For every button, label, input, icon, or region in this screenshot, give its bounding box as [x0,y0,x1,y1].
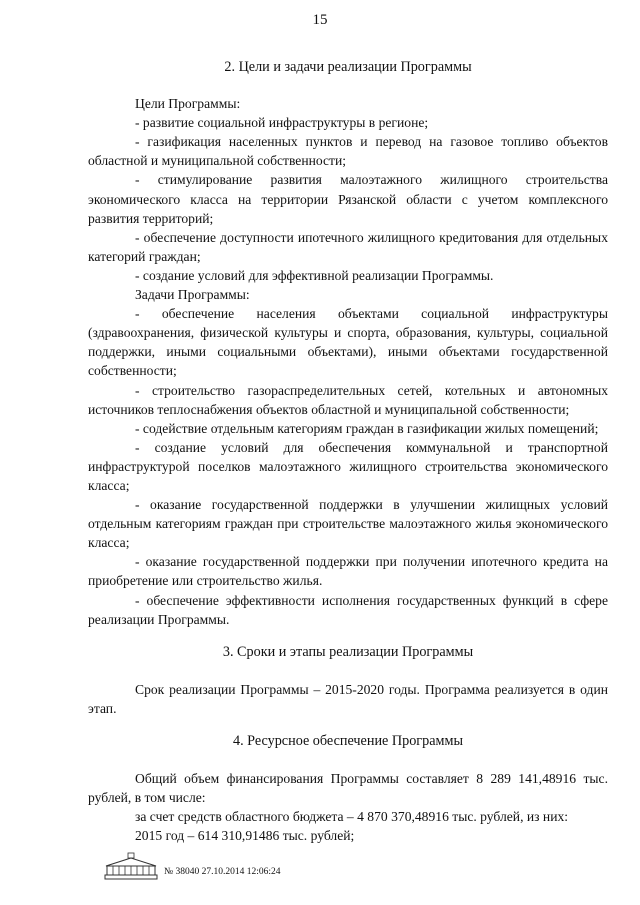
task-item: - оказание государственной поддержки при получении ипотечного кредита на приобретение или строительство жилья. [88,554,608,589]
goal-item: - создание условий для эффективной реализации Программы. [135,267,494,283]
goal-item: - обеспечение доступности ипотечного жилищного кредитования для отдельных категорий граждан; [88,229,608,264]
goal-item: - стимулирование развития малоэтажного жилищного строительства экономического класса на территории Рязанской области с учетом комплексного развития территорий; [88,172,608,226]
goal-item: - развитие социальной инфраструктуры в регионе; [135,115,429,131]
task-item: - содействие отдельным категориям граждан в газификации жилых помещений; [135,420,599,436]
task-item: - оказание государственной поддержки в улучшении жилищных условий отдельным категориям граждан при строительстве малоэтажного жилья экономического класса; [88,497,608,551]
goal-item: - газификация населенных пунктов и перевод на газовое топливо объектов областной и муниципальной собственности; [88,134,608,169]
task-item: - создание условий для обеспечения коммунальной и транспортной инфраструктурой поселков малоэтажного жилищного строительства экономического класса; [88,439,608,493]
terms-paragraph: Срок реализации Программы – 2015-2020 годы. Программа реализуется в один этап. [88,681,608,716]
section-heading-resources: 4. Ресурсное обеспечение Программы [232,733,464,749]
government-stamp-icon [104,852,158,880]
page-number: 15 [312,12,328,28]
resources-paragraph: Общий объем финансирования Программы составляет 8 289 141,48916 тыс. рублей, в том числе: [88,771,608,806]
resources-paragraph: 2015 год – 614 310,91486 тыс. рублей; [135,828,355,844]
goals-title: Цели Программы: [135,96,241,112]
section-heading-goals: 2. Цели и задачи реализации Программы [224,59,472,75]
resources-paragraph: за счет средств областного бюджета – 4 870 370,48916 тыс. рублей, из них: [135,809,569,825]
task-item: - строительство газораспределительных сетей, котельных и автономных источников теплоснабжения объектов областной и муниципальной собственности; [88,382,608,417]
document-registration [164,867,280,877]
section-heading-terms: 3. Сроки и этапы реализации Программы [222,643,474,660]
task-item: - обеспечение населения объектами социальной инфраструктуры (здравоохранения, физической культуры и спорта, образования, культуры, социальной поддержки, иными социальными объектами), иными объектами государственной собственности; [88,306,608,379]
footer [104,852,404,882]
task-item: - обеспечение эффективности исполнения государственных функций в сфере реализации Программы. [88,592,608,627]
doc-number: № 38040 [164,867,200,877]
document-body [88,58,608,845]
tasks-title: Задачи Программы: [135,287,250,303]
doc-timestamp: 27.10.2014 12:06:24 [201,867,281,877]
